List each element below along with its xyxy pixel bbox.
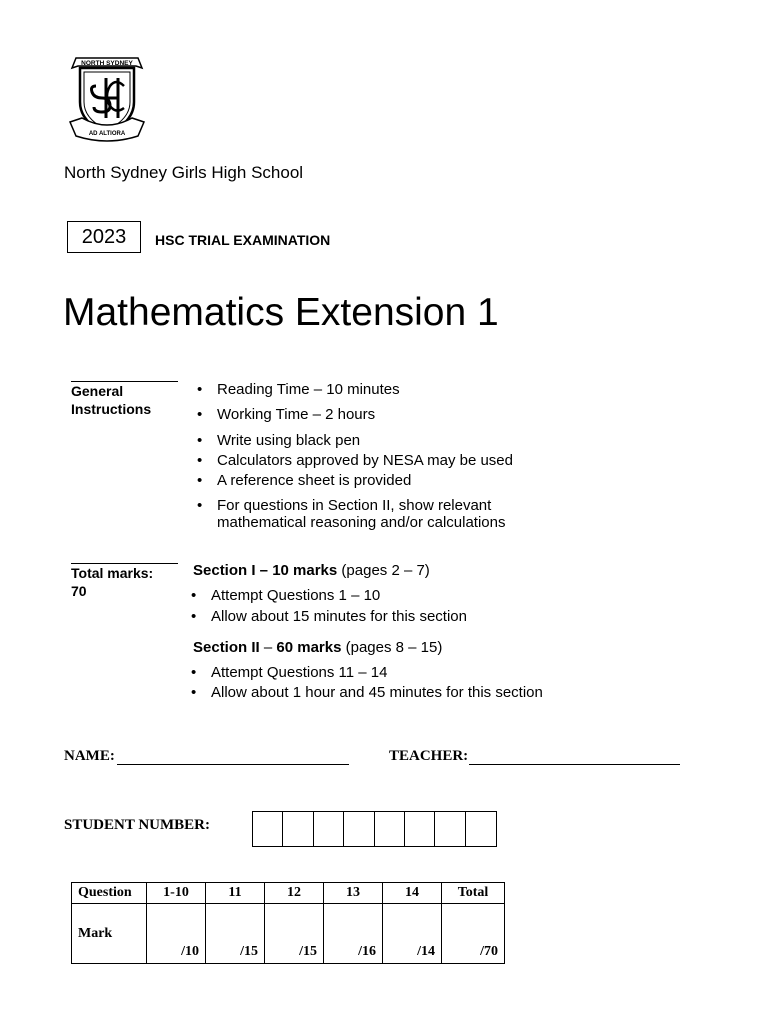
table-cell: /14 <box>383 904 442 964</box>
teacher-label: TEACHER: <box>389 748 469 764</box>
marks-table-mark-row <box>72 904 505 964</box>
list-item: • Working Time – 2 hours <box>217 406 375 423</box>
student-number-digit-box[interactable] <box>405 812 435 846</box>
student-number-digit-box[interactable] <box>283 812 313 846</box>
table-cell: /10 <box>147 904 206 964</box>
section-2-heading <box>193 639 442 656</box>
total-marks-value: 70 <box>71 583 87 599</box>
student-number-digit-box[interactable] <box>375 812 405 846</box>
marks-table <box>71 882 505 964</box>
name-field[interactable] <box>117 764 349 765</box>
list-item: • For questions in Section II, show relevant <box>217 497 491 514</box>
name-label: NAME: <box>64 748 115 764</box>
student-number-digit-box[interactable] <box>466 812 496 846</box>
table-row-label: Mark <box>72 904 147 964</box>
list-item: • Attempt Questions 1 – 10 <box>211 587 380 604</box>
student-number-digit-box[interactable] <box>314 812 344 846</box>
table-header: 13 <box>324 883 383 904</box>
general-instructions-label-line1: General <box>71 383 124 399</box>
list-item: • A reference sheet is provided <box>217 472 411 489</box>
section-2-heading-marks: 60 marks <box>276 639 342 656</box>
table-header: Question <box>72 883 147 904</box>
table-header: 12 <box>265 883 324 904</box>
section-1-heading-bold: Section I – 10 marks <box>193 562 338 579</box>
general-instructions-label <box>71 382 181 418</box>
table-header: 11 <box>206 883 265 904</box>
table-cell: /70 <box>442 904 505 964</box>
crest-scroll-text: AD ALTIORA <box>88 131 126 137</box>
section-2-heading-dash: – <box>259 639 277 656</box>
student-number-digit-box[interactable] <box>253 812 283 846</box>
school-name: North Sydney Girls High School <box>64 163 304 182</box>
marks-table-header-row <box>72 883 505 904</box>
table-cell: /16 <box>324 904 383 964</box>
student-number-digit-box[interactable] <box>344 812 374 846</box>
section-1-heading-pages: (pages 2 – 7) <box>337 562 430 579</box>
student-number-label: STUDENT NUMBER: <box>64 817 210 833</box>
total-marks-label <box>71 564 181 600</box>
subject-title: Mathematics Extension 1 <box>63 291 499 334</box>
table-header: 1-10 <box>147 883 206 904</box>
table-cell: /15 <box>265 904 324 964</box>
total-marks-label-line1: Total marks: <box>71 565 154 581</box>
crest-motto-text: NORTH SYDNEY <box>81 60 133 67</box>
list-item: • Reading Time – 10 minutes <box>217 381 400 398</box>
table-cell: /15 <box>206 904 265 964</box>
general-instructions-label-line2: Instructions <box>71 401 152 417</box>
student-number-boxes <box>252 811 497 847</box>
list-item: • Allow about 15 minutes for this section <box>211 608 467 625</box>
section-1-heading <box>193 562 430 579</box>
school-crest-icon <box>66 52 148 144</box>
list-item-continuation: mathematical reasoning and/or calculations <box>217 514 506 531</box>
list-item: • Calculators approved by NESA may be used <box>217 452 513 469</box>
exam-year-box: 2023 <box>67 221 141 253</box>
list-item: • Write using black pen <box>217 432 360 449</box>
student-number-digit-box[interactable] <box>435 812 465 846</box>
table-header: Total <box>442 883 505 904</box>
exam-type: HSC TRIAL EXAMINATION <box>155 232 331 248</box>
list-item: • Allow about 1 hour and 45 minutes for this section <box>211 684 543 701</box>
list-item: • Attempt Questions 11 – 14 <box>211 664 388 681</box>
section-2-heading-bold: Section II <box>193 639 260 656</box>
table-header: 14 <box>383 883 442 904</box>
teacher-field[interactable] <box>469 764 680 765</box>
section-2-heading-pages: (pages 8 – 15) <box>341 639 443 656</box>
